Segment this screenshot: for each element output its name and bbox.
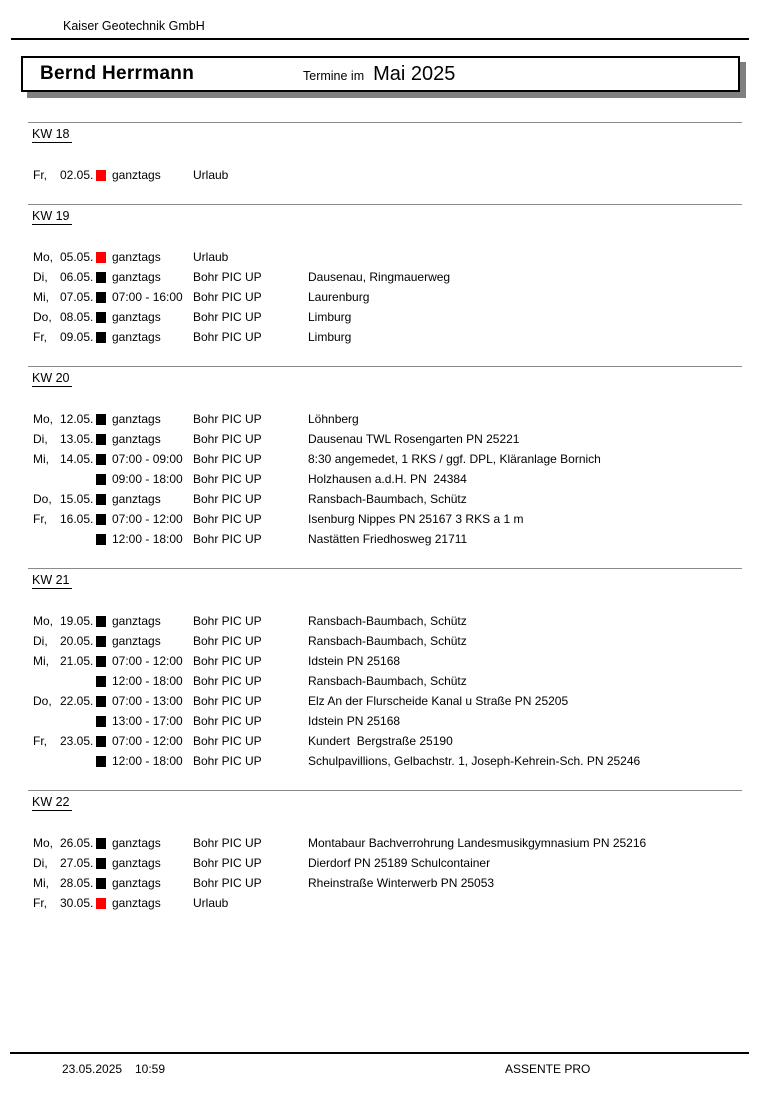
- time-cell: 12:00 - 18:00: [112, 532, 183, 546]
- date-cell: 26.05.: [60, 836, 94, 850]
- appointment-row: [0, 307, 780, 327]
- time-cell: 07:00 - 09:00: [112, 452, 183, 466]
- location-cell: Nastätten Friedhosweg 21711: [308, 532, 468, 546]
- location-cell: Limburg: [308, 330, 352, 344]
- report-title-month: Mai 2025: [373, 62, 456, 85]
- appointment-row: [0, 711, 780, 731]
- time-cell: 07:00 - 12:00: [112, 654, 183, 668]
- appointment-row: [0, 165, 780, 185]
- category-marker-square-icon: [96, 858, 106, 869]
- week-label: KW 19: [32, 209, 70, 223]
- date-cell: 20.05.: [60, 634, 94, 648]
- appointment-row: [0, 873, 780, 893]
- location-cell: Schulpavillions, Gelbachstr. 1, Joseph-Kehrein-Sch. PN 25246: [308, 754, 641, 768]
- day-cell: Fr,: [33, 512, 47, 526]
- day-cell: Di,: [33, 634, 48, 648]
- day-cell: Do,: [33, 694, 52, 708]
- appointment-row: [0, 611, 780, 631]
- activity-cell: Bohr PIC UP: [193, 714, 262, 728]
- category-marker-square-icon: [96, 414, 106, 425]
- location-cell: Idstein PN 25168: [308, 654, 401, 668]
- category-marker-square-icon: [96, 534, 106, 545]
- day-cell: Fr,: [33, 896, 47, 910]
- appointment-row: [0, 489, 780, 509]
- day-cell: Di,: [33, 270, 48, 284]
- time-cell: ganztags: [112, 270, 161, 284]
- marker-cell: [96, 474, 112, 485]
- activity-cell: Bohr PIC UP: [193, 754, 262, 768]
- week-rows: [0, 833, 780, 913]
- activity-cell: Bohr PIC UP: [193, 452, 262, 466]
- time-cell: ganztags: [112, 330, 161, 344]
- appointment-row: [0, 853, 780, 873]
- section-divider: [28, 366, 742, 367]
- category-marker-square-icon: [96, 494, 106, 505]
- category-marker-square-icon: [96, 252, 106, 263]
- date-cell: 14.05.: [60, 452, 94, 466]
- time-cell: 09:00 - 18:00: [112, 472, 183, 486]
- date-cell: 15.05.: [60, 492, 94, 506]
- activity-cell: Bohr PIC UP: [193, 856, 262, 870]
- day-cell: Mo,: [33, 412, 54, 426]
- header-divider: [11, 38, 749, 40]
- time-cell: 07:00 - 16:00: [112, 290, 183, 304]
- category-marker-square-icon: [96, 272, 106, 283]
- appointment-row: [0, 529, 780, 549]
- week-section: [0, 790, 780, 913]
- category-marker-square-icon: [96, 716, 106, 727]
- activity-cell: Urlaub: [193, 896, 229, 910]
- activity-cell: Bohr PIC UP: [193, 472, 262, 486]
- location-cell: Ransbach-Baumbach, Schütz: [308, 674, 467, 688]
- week-label: KW 22: [32, 795, 70, 809]
- marker-cell: [96, 292, 112, 303]
- date-cell: 05.05.: [60, 250, 94, 264]
- marker-cell: [96, 736, 112, 747]
- date-cell: 07.05.: [60, 290, 94, 304]
- week-label: KW 21: [32, 573, 70, 587]
- activity-cell: Bohr PIC UP: [193, 512, 262, 526]
- section-divider: [28, 568, 742, 569]
- day-cell: Do,: [33, 492, 52, 506]
- week-label: KW 20: [32, 371, 70, 385]
- date-cell: 28.05.: [60, 876, 94, 890]
- activity-cell: Bohr PIC UP: [193, 734, 262, 748]
- activity-cell: Bohr PIC UP: [193, 330, 262, 344]
- appointment-row: [0, 893, 780, 913]
- appointment-row: [0, 287, 780, 307]
- section-divider: [28, 790, 742, 791]
- day-cell: Di,: [33, 856, 48, 870]
- week-rows: [0, 247, 780, 347]
- category-marker-square-icon: [96, 332, 106, 343]
- marker-cell: [96, 716, 112, 727]
- appointment-row: [0, 651, 780, 671]
- activity-cell: Urlaub: [193, 250, 229, 264]
- section-divider: [28, 204, 742, 205]
- activity-cell: Bohr PIC UP: [193, 694, 262, 708]
- time-cell: ganztags: [112, 836, 161, 850]
- location-cell: Rheinstraße Winterwerb PN 25053: [308, 876, 495, 890]
- category-marker-square-icon: [96, 756, 106, 767]
- footer-app-name: ASSENTE PRO: [505, 1062, 591, 1076]
- time-cell: 07:00 - 12:00: [112, 512, 183, 526]
- activity-cell: Bohr PIC UP: [193, 432, 262, 446]
- activity-cell: Bohr PIC UP: [193, 270, 262, 284]
- time-cell: 13:00 - 17:00: [112, 714, 183, 728]
- location-cell: Limburg: [308, 310, 352, 324]
- appointments-list: [0, 98, 780, 913]
- category-marker-square-icon: [96, 434, 106, 445]
- category-marker-square-icon: [96, 474, 106, 485]
- appointment-row: [0, 691, 780, 711]
- appointment-row: [0, 631, 780, 651]
- location-cell: Holzhausen a.d.H. PN 24384: [308, 472, 467, 486]
- appointment-row: [0, 509, 780, 529]
- marker-cell: [96, 272, 112, 283]
- day-cell: Mi,: [33, 654, 49, 668]
- week-rows: [0, 409, 780, 549]
- location-cell: Dierdorf PN 25189 Schulcontainer: [308, 856, 491, 870]
- activity-cell: Bohr PIC UP: [193, 310, 262, 324]
- marker-cell: [96, 636, 112, 647]
- location-cell: Ransbach-Baumbach, Schütz: [308, 492, 467, 506]
- marker-cell: [96, 514, 112, 525]
- appointment-row: [0, 267, 780, 287]
- time-cell: ganztags: [112, 634, 161, 648]
- location-cell: Löhnberg: [308, 412, 359, 426]
- marker-cell: [96, 170, 112, 181]
- location-cell: Ransbach-Baumbach, Schütz: [308, 614, 467, 628]
- location-cell: Idstein PN 25168: [308, 714, 401, 728]
- location-cell: Ransbach-Baumbach, Schütz: [308, 634, 467, 648]
- category-marker-square-icon: [96, 454, 106, 465]
- day-cell: Mi,: [33, 290, 49, 304]
- location-cell: Montabaur Bachverrohrung Landesmusikgymnasium PN 25216: [308, 836, 647, 850]
- section-divider: [28, 122, 742, 123]
- marker-cell: [96, 676, 112, 687]
- activity-cell: Urlaub: [193, 168, 229, 182]
- day-cell: Fr,: [33, 330, 47, 344]
- activity-cell: Bohr PIC UP: [193, 614, 262, 628]
- category-marker-square-icon: [96, 898, 106, 909]
- footer-divider: [10, 1052, 749, 1054]
- time-cell: ganztags: [112, 856, 161, 870]
- marker-cell: [96, 312, 112, 323]
- activity-cell: Bohr PIC UP: [193, 654, 262, 668]
- week-section: [0, 366, 780, 549]
- footer-print-date: 23.05.2025: [62, 1062, 123, 1076]
- location-cell: Kundert Bergstraße 25190: [308, 734, 453, 748]
- day-cell: Mo,: [33, 250, 54, 264]
- date-cell: 22.05.: [60, 694, 94, 708]
- category-marker-square-icon: [96, 616, 106, 627]
- activity-cell: Bohr PIC UP: [193, 532, 262, 546]
- time-cell: ganztags: [112, 250, 161, 264]
- date-cell: 23.05.: [60, 734, 94, 748]
- activity-cell: Bohr PIC UP: [193, 634, 262, 648]
- appointment-row: [0, 833, 780, 853]
- time-cell: ganztags: [112, 896, 161, 910]
- time-cell: ganztags: [112, 168, 161, 182]
- time-cell: 07:00 - 13:00: [112, 694, 183, 708]
- week-section: [0, 122, 780, 185]
- marker-cell: [96, 838, 112, 849]
- category-marker-square-icon: [96, 676, 106, 687]
- date-cell: 16.05.: [60, 512, 94, 526]
- week-label: KW 18: [32, 127, 70, 141]
- time-cell: 12:00 - 18:00: [112, 754, 183, 768]
- marker-cell: [96, 252, 112, 263]
- date-cell: 21.05.: [60, 654, 94, 668]
- category-marker-square-icon: [96, 656, 106, 667]
- date-cell: 09.05.: [60, 330, 94, 344]
- category-marker-square-icon: [96, 636, 106, 647]
- date-cell: 06.05.: [60, 270, 94, 284]
- category-marker-square-icon: [96, 514, 106, 525]
- date-cell: 12.05.: [60, 412, 94, 426]
- category-marker-square-icon: [96, 170, 106, 181]
- report-title-prefix: Termine im: [303, 68, 365, 83]
- location-cell: Isenburg Nippes PN 25167 3 RKS a 1 m: [308, 512, 524, 526]
- appointment-row: [0, 731, 780, 751]
- day-cell: Do,: [33, 310, 52, 324]
- day-cell: Fr,: [33, 168, 47, 182]
- appointment-row: [0, 429, 780, 449]
- time-cell: ganztags: [112, 876, 161, 890]
- category-marker-square-icon: [96, 696, 106, 707]
- time-cell: ganztags: [112, 412, 161, 426]
- activity-cell: Bohr PIC UP: [193, 412, 262, 426]
- activity-cell: Bohr PIC UP: [193, 290, 262, 304]
- marker-cell: [96, 696, 112, 707]
- location-cell: Dausenau TWL Rosengarten PN 25221: [308, 432, 520, 446]
- appointment-row: [0, 409, 780, 429]
- time-cell: ganztags: [112, 310, 161, 324]
- marker-cell: [96, 756, 112, 767]
- appointment-row: [0, 327, 780, 347]
- activity-cell: Bohr PIC UP: [193, 674, 262, 688]
- appointment-row: [0, 247, 780, 267]
- report-title: [303, 63, 455, 86]
- week-section: [0, 568, 780, 771]
- marker-cell: [96, 878, 112, 889]
- time-cell: ganztags: [112, 432, 161, 446]
- appointment-row: [0, 751, 780, 771]
- date-cell: 02.05.: [60, 168, 94, 182]
- time-cell: ganztags: [112, 492, 161, 506]
- time-cell: 12:00 - 18:00: [112, 674, 183, 688]
- location-cell: Elz An der Flurscheide Kanal u Straße PN 25205: [308, 694, 569, 708]
- day-cell: Mi,: [33, 452, 49, 466]
- week-rows: [0, 165, 780, 185]
- location-cell: Dausenau, Ringmauerweg: [308, 270, 451, 284]
- footer-print-time: 10:59: [135, 1062, 166, 1076]
- marker-cell: [96, 898, 112, 909]
- date-cell: 27.05.: [60, 856, 94, 870]
- category-marker-square-icon: [96, 838, 106, 849]
- marker-cell: [96, 494, 112, 505]
- appointment-row: [0, 469, 780, 489]
- appointment-row: [0, 449, 780, 469]
- day-cell: Mo,: [33, 836, 54, 850]
- time-cell: 07:00 - 12:00: [112, 734, 183, 748]
- day-cell: Fr,: [33, 734, 47, 748]
- day-cell: Mi,: [33, 876, 49, 890]
- marker-cell: [96, 616, 112, 627]
- date-cell: 08.05.: [60, 310, 94, 324]
- category-marker-square-icon: [96, 878, 106, 889]
- marker-cell: [96, 434, 112, 445]
- marker-cell: [96, 332, 112, 343]
- activity-cell: Bohr PIC UP: [193, 836, 262, 850]
- title-box: [21, 56, 740, 92]
- marker-cell: [96, 454, 112, 465]
- location-cell: 8:30 angemedet, 1 RKS / ggf. DPL, Kläranlage Bornich: [308, 452, 601, 466]
- location-cell: Laurenburg: [308, 290, 370, 304]
- week-section: [0, 204, 780, 347]
- date-cell: 13.05.: [60, 432, 94, 446]
- time-cell: ganztags: [112, 614, 161, 628]
- activity-cell: Bohr PIC UP: [193, 492, 262, 506]
- marker-cell: [96, 534, 112, 545]
- marker-cell: [96, 414, 112, 425]
- appointment-row: [0, 671, 780, 691]
- company-name: Kaiser Geotechnik GmbH: [63, 19, 205, 33]
- marker-cell: [96, 656, 112, 667]
- date-cell: 30.05.: [60, 896, 94, 910]
- day-cell: Di,: [33, 432, 48, 446]
- week-rows: [0, 611, 780, 771]
- marker-cell: [96, 858, 112, 869]
- category-marker-square-icon: [96, 736, 106, 747]
- day-cell: Mo,: [33, 614, 54, 628]
- date-cell: 19.05.: [60, 614, 94, 628]
- activity-cell: Bohr PIC UP: [193, 876, 262, 890]
- category-marker-square-icon: [96, 292, 106, 303]
- category-marker-square-icon: [96, 312, 106, 323]
- person-name: Bernd Herrmann: [40, 63, 195, 84]
